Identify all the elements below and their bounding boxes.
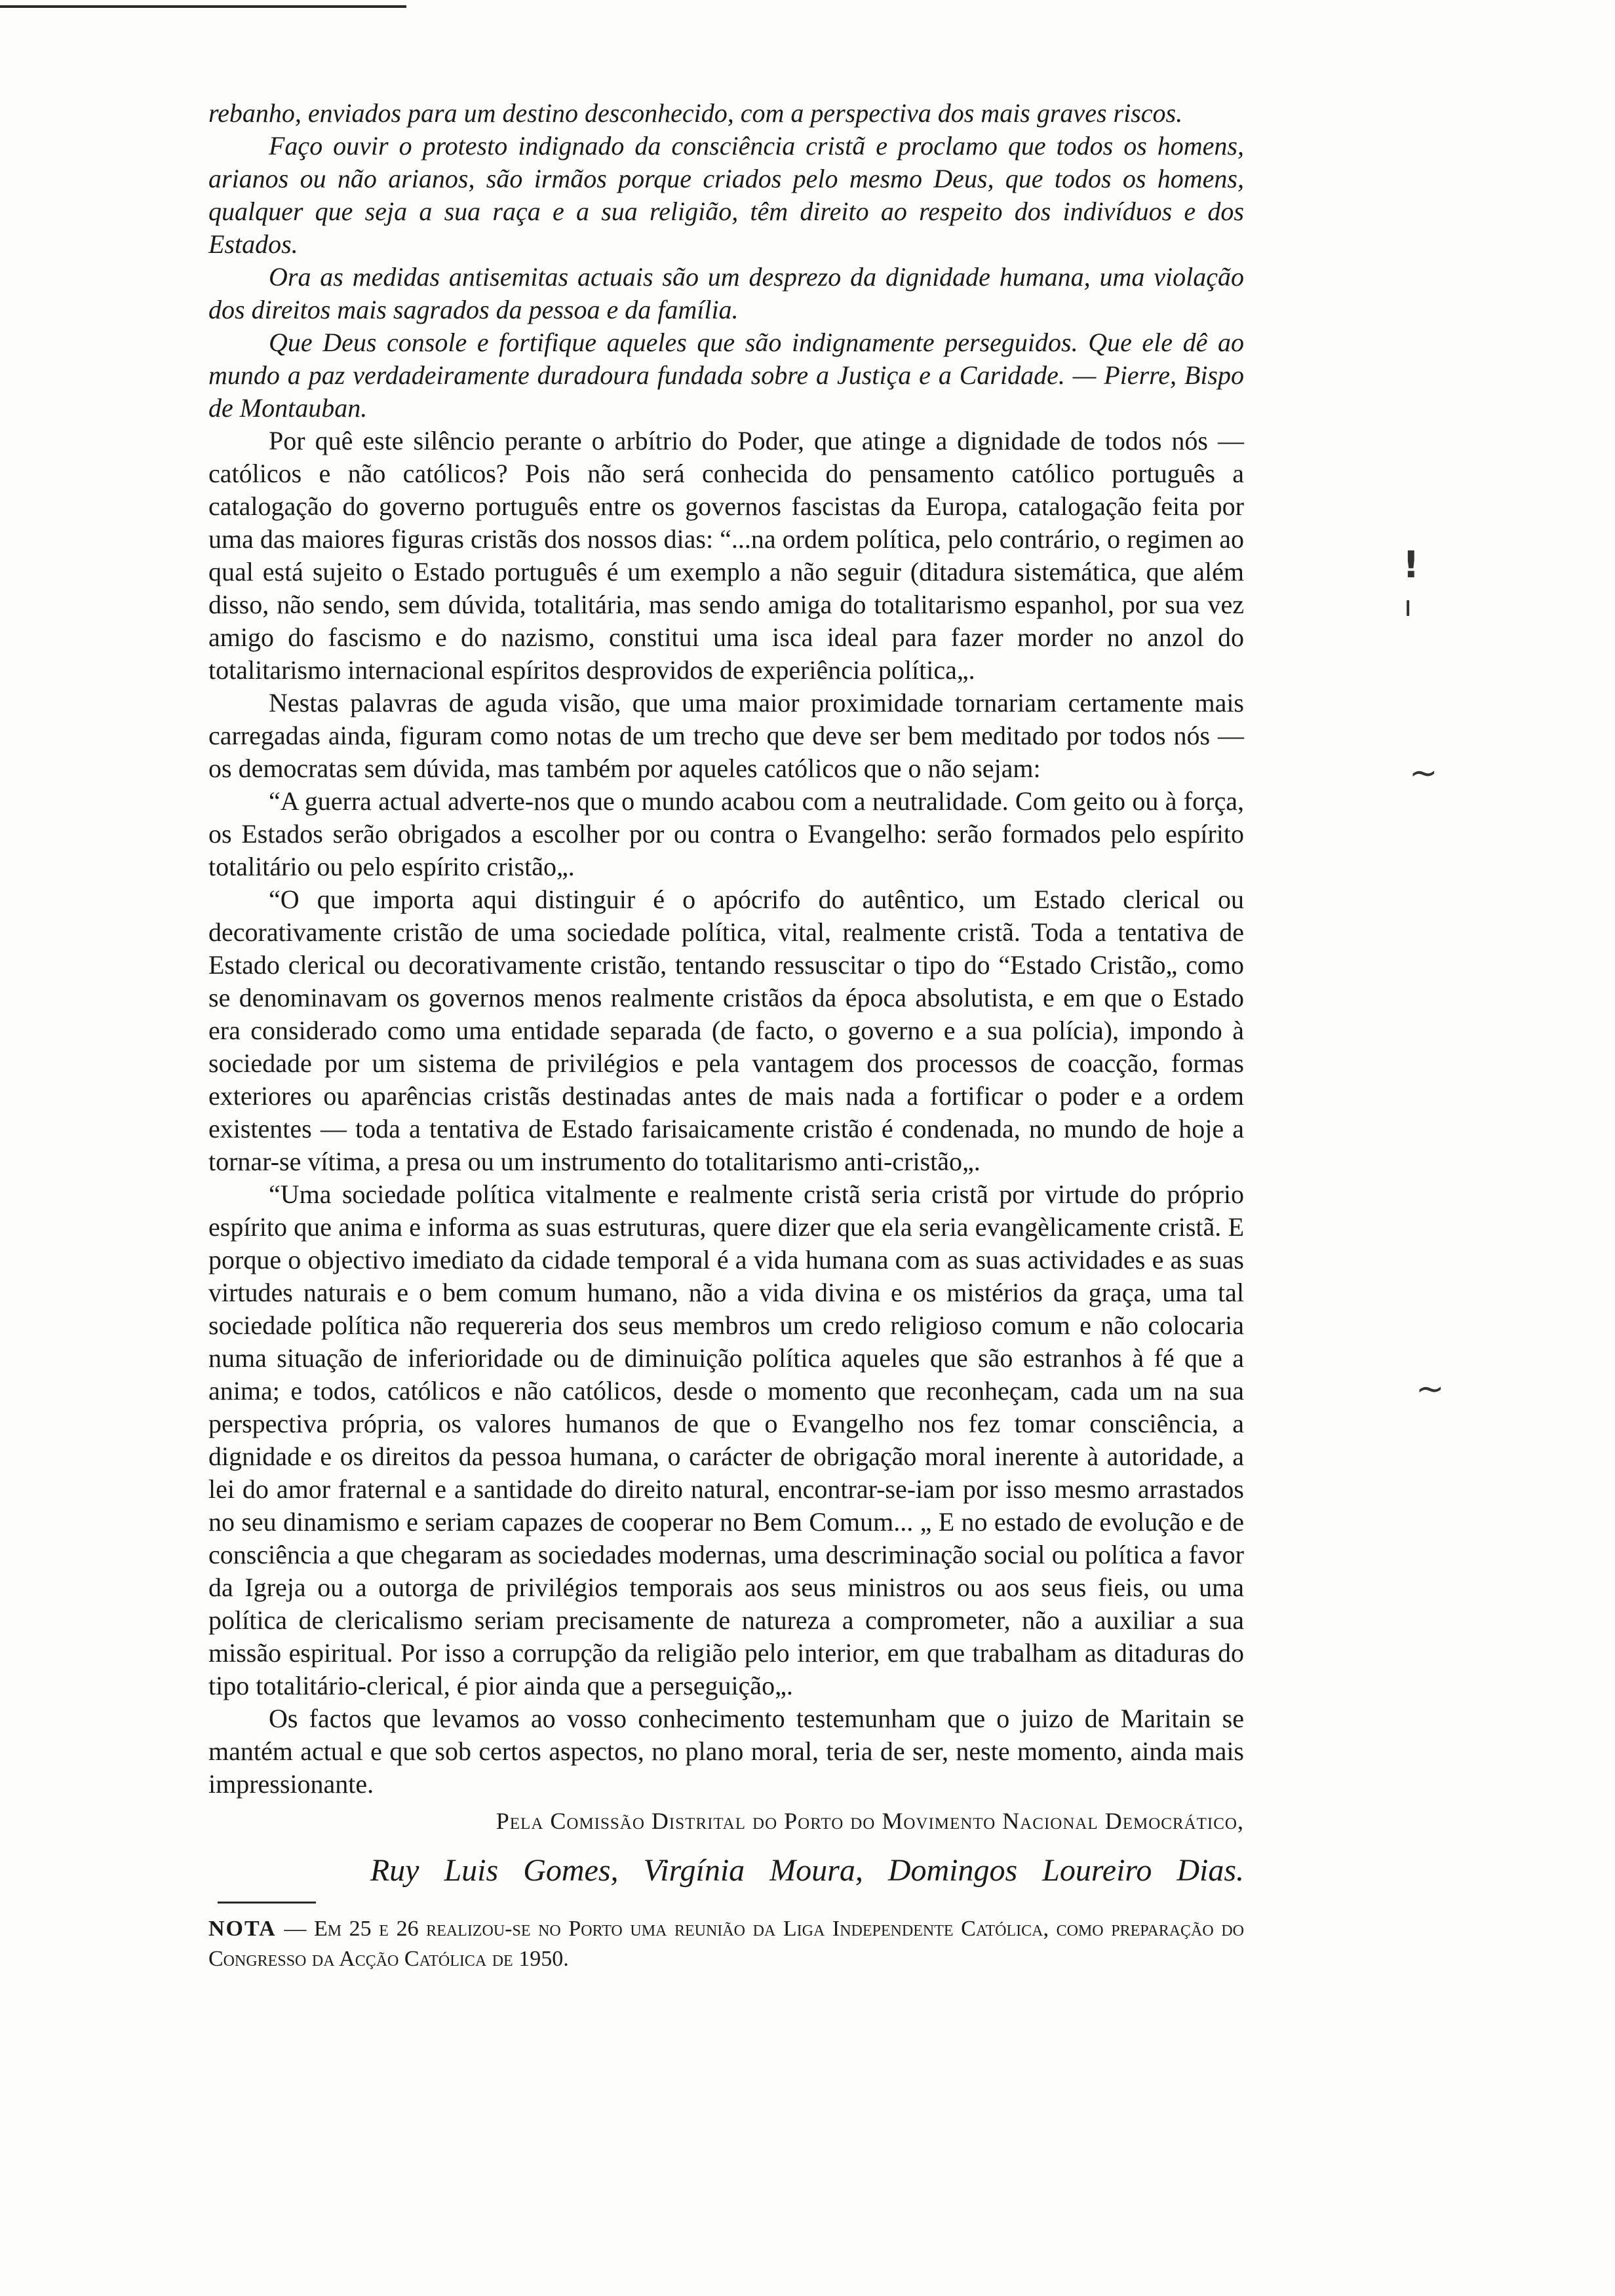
paragraph-3: Ora as medidas antisemitas actuais são um desprezo da dignidade humana, uma violação dos direitos mais sagrados da pessoa e da família. [208,262,1244,324]
signature-names: Ruy Luis Gomes, Virgínia Moura, Domingos Loureiro Dias. [370,1853,1244,1888]
footnote-label: NOTA [208,1917,277,1941]
signature-organization: Pela Comissão Distrital do Porto do Movimento Nacional Democrático, [496,1808,1244,1834]
margin-mark-2: ı [1404,590,1412,623]
paragraph-6: Nestas palavras de aguda visão, que uma maior proximidade tornariam certamente mais carregadas ainda, figuram como notas de um trecho que deve ser bem meditado por todos nós — os democratas sem dúvida, mas também por aqueles católicos que o não sejam: [208,688,1244,783]
margin-mark-4: ~ [1416,1369,1445,1409]
paragraph-5: Por quê este silêncio perante o arbítrio do Poder, que atinge a dignidade de todos nós — católicos e não católicos? Pois não será conhecida do pensamento católico português a catalogação do governo português entre os governos fascistas da Europa, catalogação feita por uma das maiores figuras cristãs dos nossos dias: “...na ordem política, pelo contrário, o regimen ao qual está sujeito o Estado português é um exemplo a não seguir (ditadura sistemática, que além disso, não sendo, sem dúvida, totalitária, mas sendo amiga do totalitarismo espanhol, por sua vez amigo do fascismo e do nazismo, constitui uma isca ideal para fazer morder no anzol do totalitarismo internacional espíritos desprovidos de experiência política„. [208,426,1244,685]
document-body [208,97,1244,1974]
paragraph-7: “A guerra actual adverte-nos que o mundo acabou com a neutralidade. Com geito ou à força, os Estados serão obrigados a escolher por ou contra o Evangelho: serão formados pelo espírito totalitário ou pelo espírito cristão„. [208,786,1244,881]
paragraph-10: Os factos que levamos ao vosso conhecimento testemunham que o juizo de Maritain se mantém actual e que sob certos aspectos, no plano moral, teria de ser, neste momento, ainda mais impressionante. [208,1704,1244,1799]
page-top-rule [0,5,406,8]
paragraph-4: Que Deus console e fortifique aqueles que são indignamente perseguidos. Que ele dê ao mundo a paz verdadeiramente duradoura fundada sobre a Justiça e a Caridade. — Pierre, Bispo de Montauban. [208,328,1244,423]
margin-mark-3: ~ [1409,754,1438,793]
paragraph-1: rebanho, enviados para um destino desconhecido, com a perspectiva dos mais graves riscos. [208,98,1183,128]
footnote-text: — Em 25 e 26 realizou-se no Porto uma reunião da Liga Independente Católica, como preparação do Congresso da Acção Católica de 1950. [208,1917,1244,1971]
paragraph-9: “Uma sociedade política vitalmente e realmente cristã seria cristã por virtude do próprio espírito que anima e informa as suas estruturas, quere dizer que ela seria evangèlicamente cristã. E porque o objectivo imediato da cidade temporal é a vida humana com as suas actividades e as suas virtudes naturais e o bem comum humano, não a vida divina e os mistérios da graça, uma tal sociedade política não requereria dos seus membros um credo religioso comum e não colocaria numa situação de inferioridade ou de diminuição política aqueles que são estranhos à fé que a anima; e todos, católicos e não católicos, desde o momento que reconheçam, cada um na sua perspectiva própria, os valores humanos de que o Evangelho nos fez tomar consciência, a dignidade e os direitos da pessoa humana, o carácter de obrigação moral inerente à autoridade, a lei do amor fraternal e a santidade do direito natural, encontrar-se-iam por isso mesmo arrastados no seu dinamismo e seriam capazes de cooperar no Bem Comum... „ E no estado de evolução e de consciência a que chegaram as sociedades modernas, uma descriminação social ou política a favor da Igreja ou a outorga de privilégios temporais aos seus ministros ou aos seus fieis, ou uma política de clericalismo seriam precisamente de natureza a comprometer, não a auxiliar a sua missão espiritual. Por isso a corrupção da religião pelo interior, em que trabalham as ditaduras do tipo totalitário-clerical, é pior ainda que a perseguição„. [208,1179,1244,1700]
footnote [208,1914,1244,1974]
paragraph-2: Faço ouvir o protesto indignado da consciência cristã e proclamo que todos os homens, arianos ou não arianos, são irmãos porque criados pelo mesmo Deus, que todos os homens, qualquer que seja a sua raça e a sua religião, têm direito ao respeito dos indivíduos e dos Estados. [208,131,1244,259]
margin-mark-1: ! [1403,544,1420,586]
note-divider [218,1902,316,1904]
paragraph-8: “O que importa aqui distinguir é o apócrifo do autêntico, um Estado clerical ou decorativamente cristão de uma sociedade política, vital, realmente cristã. Toda a tentativa de Estado clerical ou decorativamente cristão, tentando ressuscitar o tipo do “Estado Cristão„ como se denominavam os governos menos realmente cristãos da época absolutista, e em que o Estado era considerado como uma entidade separada (de facto, o governo e a sua polícia), impondo à sociedade por um sistema de privilégios e pela vantagem dos processos de coacção, formas exteriores ou aparências cristãs destinadas antes de mais nada a fortificar o poder e a ordem existentes — toda a tentativa de Estado farisaicamente cristão é condenada, no mundo de hoje a tornar-se vítima, a presa ou um instrumento do totalitarismo anti-cristão„. [208,885,1244,1176]
